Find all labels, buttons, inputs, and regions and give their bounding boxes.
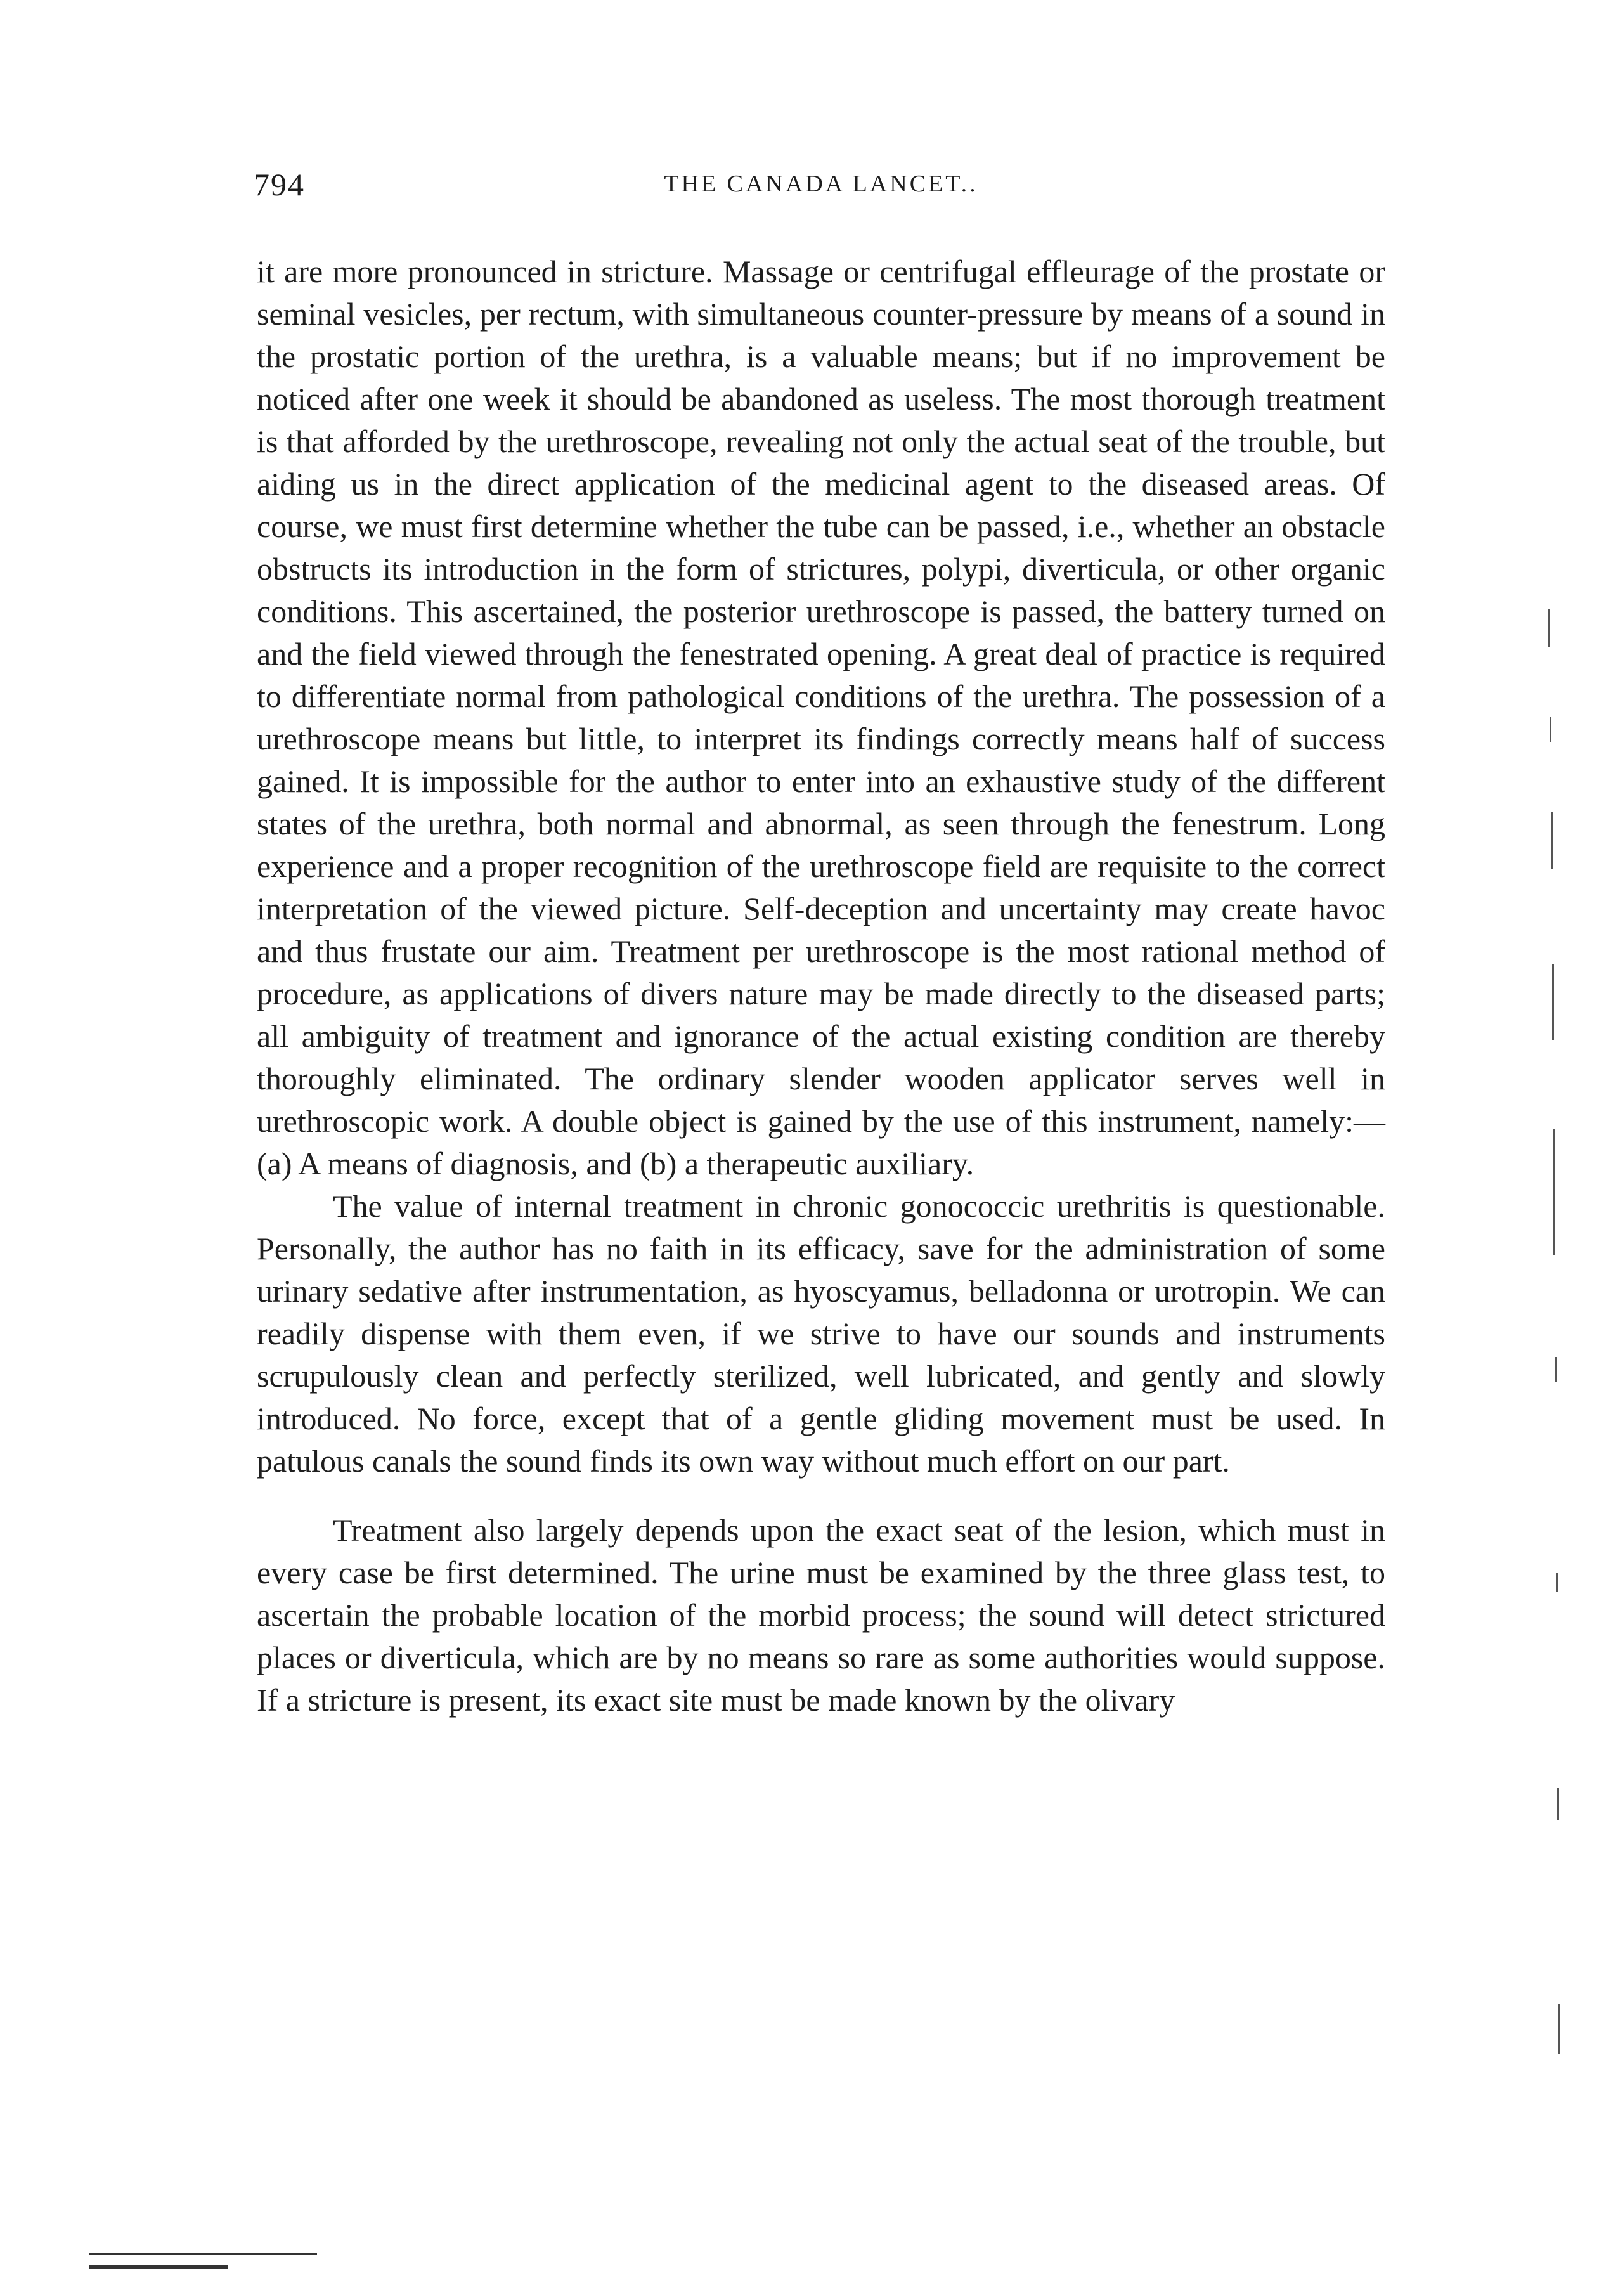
body-text: [257, 250, 1385, 1722]
scan-edge-rule: [89, 2253, 317, 2255]
paragraph-2: The value of internal treatment in chronic gonococcic urethritis is questionable. Personally, the author has no faith in its efficacy, save for the administration of some urinary sedative after instrumentation, as hyoscyamus, belladonna or urotropin. We can readily dispense with them even, if we strive to have our sounds and instruments scrupulously clean and perfectly sterilized, well lubricated, and gently and slowly introduced. No force, except that of a gentle gliding movement must be used. In patulous canals the sound finds its own way without much effort on our part.: [257, 1188, 1385, 1479]
page-header: [254, 166, 1388, 217]
scan-margin-marks: [1541, 609, 1566, 2150]
page-number: 794: [254, 167, 305, 202]
paragraph-3: Treatment also largely depends upon the exact seat of the lesion, which must in every case be first determined. The urine must be examined by the three glass test, to ascertain the probable location of the morbid process; the sound will detect strictured places or diverticula, which are by no means so rare as some authorities would suppose. If a stricture is present, its exact site must be made known by the olivary: [257, 1512, 1385, 1718]
scan-edge-rule: [89, 2265, 228, 2269]
running-head: THE CANADA LANCET..: [664, 171, 978, 197]
paragraph-1: it are more pronounced in stricture. Massage or centrifugal effleurage of the prostate or seminal vesicles, per rectum, with simultaneous counter-pressure by means of a sound in the prostatic portion of the urethra, is a valuable means; but if no improvement be noticed after one week it should be abandoned as useless. The most thorough treatment is that afforded by the urethroscope, revealing not only the actual seat of the trouble, but aiding us in the direct application of the medicinal agent to the diseased areas. Of course, we must first determine whether the tube can be passed, i.e., whether an obstacle obstructs its introduction in the form of strictures, polypi, diverticula, or other organic conditions. This ascertained, the posterior urethroscope is passed, the battery turned on and the field viewed through the fenestrated opening. A great deal of practice is required to differentiate normal from pathological conditions of the urethra. The possession of a urethroscope means but little, to interpret its findings correctly means half of success gained. It is impossible for the author to enter into an exhaustive study of the different states of the urethra, both normal and abnormal, as seen through the fenestrum. Long experience and a proper recognition of the urethroscope field are requisite to the correct interpretation of the viewed picture. Self-deception and uncertainty may create havoc and thus frustate our aim. Treatment per urethroscope is the most rational method of procedure, as applications of divers nature may be made directly to the diseased parts; all ambiguity of treatment and ignorance of the actual existing condition are thereby thoroughly eliminated. The ordinary slender wooden applicator serves well in urethroscopic work. A double object is gained by the use of this instrument, namely:—(a) A means of diagnosis, and (b) a therapeutic auxiliary.: [257, 254, 1385, 1181]
